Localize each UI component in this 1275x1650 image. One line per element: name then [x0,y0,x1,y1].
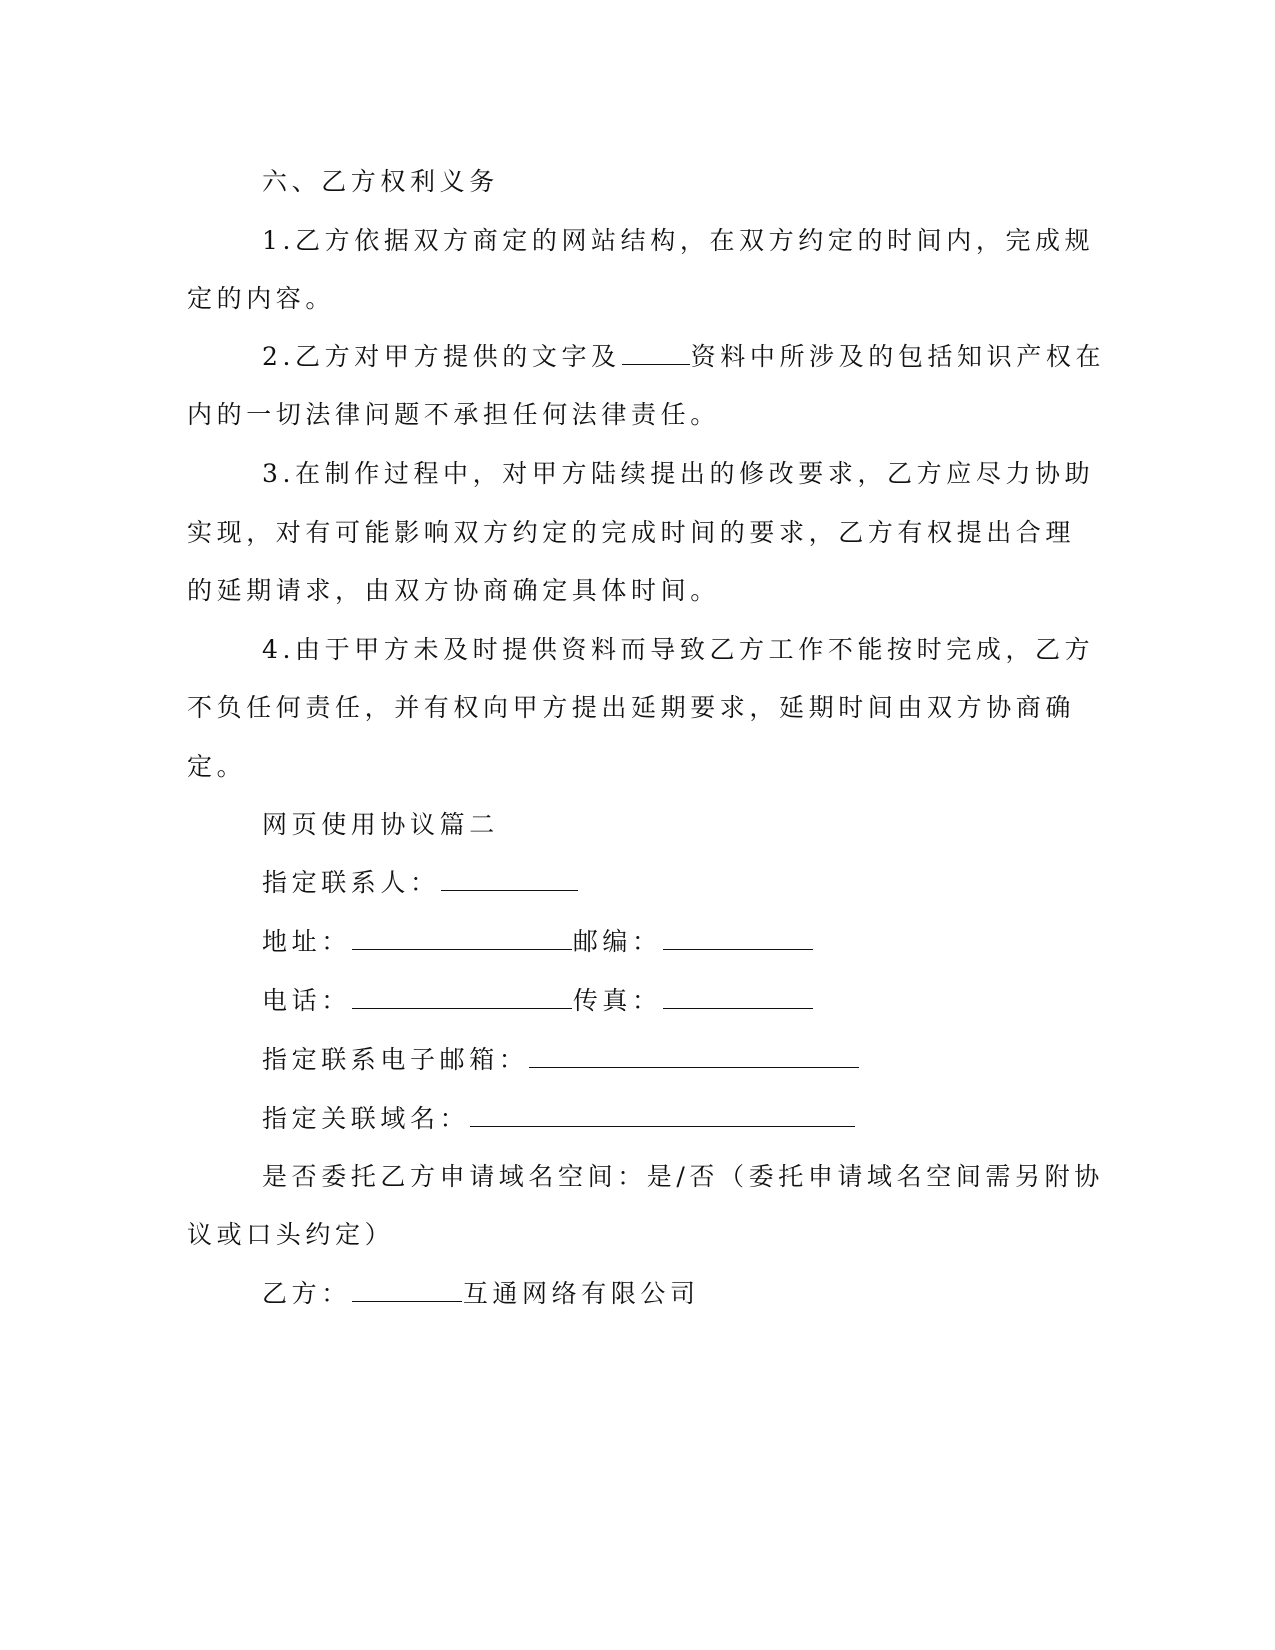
item-2-blank [622,342,690,365]
address-label: 地址： [262,927,351,956]
item-3-line-3: 的延期请求，由双方协商确定具体时间。 [187,576,720,605]
phone-blank [352,986,572,1009]
fax-label: 传真： [572,986,662,1015]
phone-field-row [262,986,814,1016]
item-2-line-1 [262,342,1105,372]
item-2-text-after: 资料中所涉及的包括知识产权在 [690,342,1106,371]
entrust-line-1: 是否委托乙方申请域名空间：是/否（委托申请域名空间需另附协 [262,1162,1104,1191]
item-2-text-before: 2.乙方对甲方提供的文字及 [262,342,621,371]
party-b-row [262,1279,700,1309]
address-field-row [262,927,814,957]
email-field-row [262,1045,860,1075]
item-4-line-2: 不负任何责任，并有权向甲方提出延期要求，延期时间由双方协商确 [187,693,1076,722]
domain-field-row [262,1104,856,1134]
contact-blank [441,868,578,891]
contact-label: 指定联系人： [262,868,440,897]
postcode-label: 邮编： [572,927,662,956]
address-blank [352,927,572,950]
item-4-line-3: 定。 [187,752,247,781]
domain-blank [470,1104,855,1127]
part-title: 网页使用协议篇二 [262,810,499,839]
party-b-blank [352,1279,462,1302]
party-b-company: 互通网络有限公司 [462,1279,700,1308]
item-3-line-2: 实现，对有可能影响双方约定的完成时间的要求，乙方有权提出合理 [187,518,1076,547]
domain-label: 指定关联域名： [262,1104,470,1133]
party-b-label: 乙方： [262,1279,351,1308]
item-4-line-1: 4.由于甲方未及时提供资料而导致乙方工作不能按时完成，乙方 [262,635,1095,664]
fax-blank [663,986,813,1009]
contact-field-row [262,868,579,898]
phone-label: 电话： [262,986,351,1015]
entrust-line-2: 议或口头约定） [187,1220,395,1249]
email-blank [529,1045,859,1068]
section-heading: 六、乙方权利义务 [262,167,499,196]
item-1-line-1: 1.乙方依据双方商定的网站结构，在双方约定的时间内，完成规 [262,226,1095,255]
email-label: 指定联系电子邮箱： [262,1045,529,1074]
postcode-blank [663,927,813,950]
item-1-line-2: 定的内容。 [187,284,336,313]
item-3-line-1: 3.在制作过程中，对甲方陆续提出的修改要求，乙方应尽力协助 [262,459,1095,488]
item-2-line-2: 内的一切法律问题不承担任何法律责任。 [187,400,720,429]
